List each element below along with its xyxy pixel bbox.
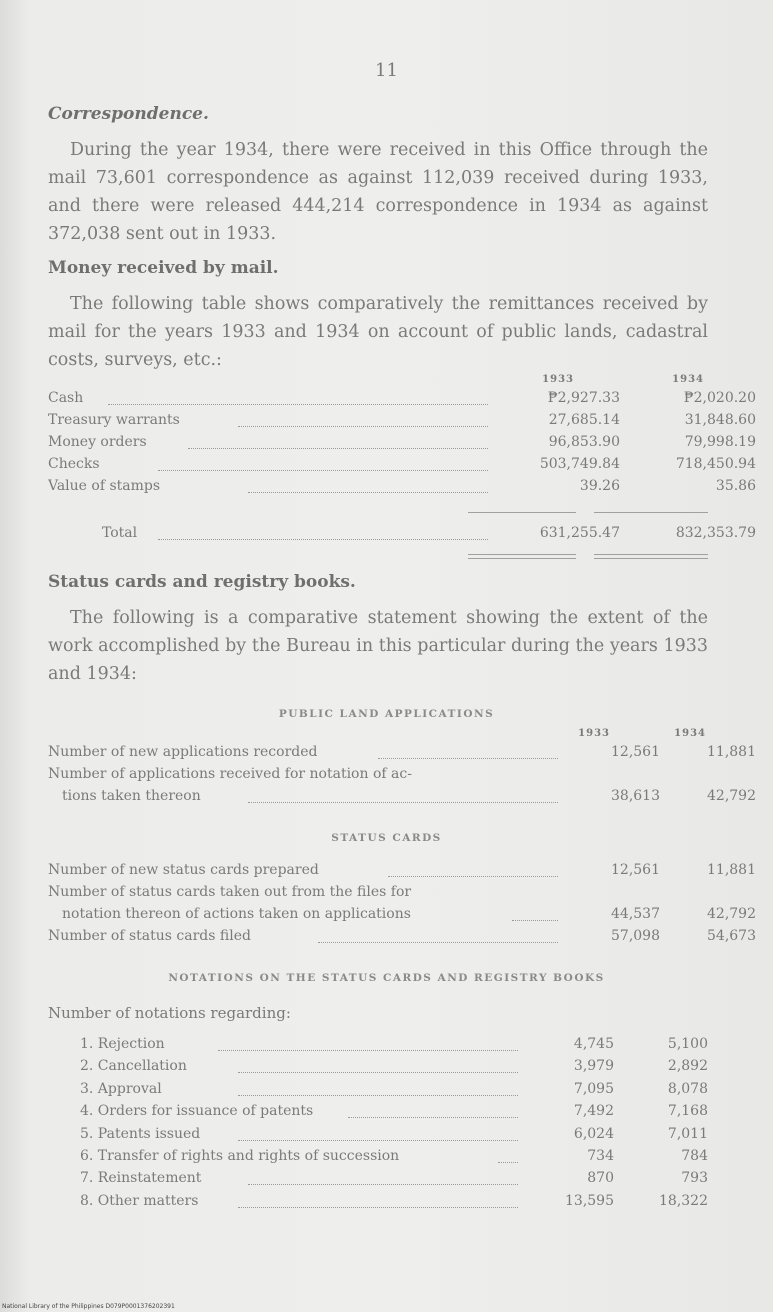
row-1934: 31,848.60 [684,412,756,428]
money-subtotal-rule-1934 [594,512,708,513]
money-row [48,478,756,500]
footer-watermark: National Library of the Philippines D079P0001376202391 [2,1303,175,1310]
notations-title: NOTATIONS ON THE STATUS CARDS AND REGISTRY BOOKS [168,972,605,984]
money-total-label: Total [102,525,138,541]
row-label: Checks [48,456,100,472]
row-label: 4. Orders for issuance of patents [80,1103,314,1120]
leader-dots [238,426,488,427]
status-cards-row-1 [48,862,756,884]
row-1934: 784 [681,1148,708,1164]
row-1934: 42,792 [707,788,756,804]
money-row [48,434,756,456]
leader-dots [158,539,488,540]
leader-dots [158,470,488,471]
row-1934: 7,168 [667,1103,708,1120]
row-1933: 3,979 [573,1058,614,1075]
status-text: The following is a comparative statement showing the extent of the work accomplished by the Bureau in this particular during the years 1933 and 1934: [48,608,708,684]
notation-row [48,1081,708,1103]
leader-dots [248,802,558,803]
money-year-1934: 1934 [672,374,704,385]
leader-dots [388,876,558,877]
notation-row [48,1193,708,1215]
status-cards-title: STATUS CARDS [331,832,442,844]
notations-intro: Number of notations regarding: [48,1004,291,1022]
money-total-double-rule-1934 [594,554,708,559]
row-label-line1: Number of status cards taken out from the files for [48,884,412,900]
money-paragraph [48,290,708,374]
status-paragraph [48,604,708,688]
row-1934: 11,881 [707,744,756,760]
row-1933: 57,098 [611,928,660,944]
row-1933: 870 [587,1170,614,1187]
leader-dots [248,1184,518,1185]
row-1933: 12,561 [611,744,660,760]
leader-dots [318,942,558,943]
money-total-1933: 631,255.47 [539,525,620,541]
row-label: 3. Approval [80,1080,162,1097]
money-row [48,390,756,412]
status-heading: Status cards and registry books. [48,572,356,592]
row-1934: 42,792 [707,906,756,922]
notation-row [48,1036,708,1058]
row-1934: 35.86 [715,478,756,494]
row-label: 7. Reinstatement [80,1170,202,1187]
row-1933: 44,537 [611,906,660,922]
row-label-line1: Number of applications received for notation of ac- [48,766,412,782]
row-label: 1. Rejection [80,1036,165,1052]
leader-dots [218,1050,518,1051]
row-label: Cash [48,390,84,406]
leader-dots [238,1095,518,1096]
notation-row [48,1103,708,1125]
status-cards-row-2 [48,906,756,928]
row-label: Number of new status cards prepared [48,862,319,878]
correspondence-text: During the year 1934, there were received in this Office through the mail 73,601 correspondence as against 112,039 received during 1933, and there were released 444,214 correspondence in 1934 as against 372,038 sent out in 1933. [48,140,708,244]
notation-row [48,1170,708,1192]
status-cards-row-3 [48,928,756,950]
row-1933: 4,745 [573,1036,614,1052]
row-1933: 13,595 [565,1192,614,1209]
notation-row [48,1148,708,1170]
row-label: 8. Other matters [80,1192,199,1209]
money-heading: Money received by mail. [48,258,279,278]
leader-dots [248,492,488,493]
row-1933: 7,492 [573,1103,614,1120]
money-row [48,412,756,434]
public-land-row-1 [48,744,756,766]
row-1934: 5,100 [667,1036,708,1052]
row-1934: 18,322 [659,1192,708,1209]
correspondence-heading: Correspondence. [48,104,209,124]
public-land-title: PUBLIC LAND APPLICATIONS [278,708,495,720]
row-label-line2: tions taken thereon [62,788,201,804]
notation-row [48,1126,708,1148]
row-1933: ₱2,927.33 [547,390,620,406]
row-label: 2. Cancellation [80,1058,187,1075]
leader-dots [238,1072,518,1073]
row-1934: 2,892 [667,1058,708,1075]
row-1933: 12,561 [611,862,660,878]
row-1933: 96,853.90 [548,434,620,450]
money-subtotal-rule-1933 [468,512,576,513]
money-total-row [48,525,756,547]
row-label: Money orders [48,434,147,450]
row-label-line2: notation thereon of actions taken on applications [62,906,411,922]
row-label: 6. Transfer of rights and rights of succession [80,1148,400,1164]
money-year-1933: 1933 [542,374,574,385]
leader-dots [188,448,488,449]
row-1933: 6,024 [573,1125,614,1142]
row-1934: 11,881 [707,862,756,878]
money-total-1934: 832,353.79 [675,525,756,541]
row-1934: 7,011 [667,1125,708,1142]
money-total-double-rule-1933 [468,554,576,559]
leader-dots [238,1207,518,1208]
status-year-1933: 1933 [578,728,610,739]
row-1933: 7,095 [573,1080,614,1097]
row-1933: 734 [587,1148,614,1164]
leader-dots [238,1140,518,1141]
row-1934: 793 [681,1170,708,1187]
status-year-1934: 1934 [674,728,706,739]
row-1933: 27,685.14 [548,412,620,428]
row-1933: 503,749.84 [539,456,620,472]
page-number: 11 [375,60,398,81]
row-1933: 39.26 [579,478,620,494]
notation-row [48,1058,708,1080]
row-label: Number of status cards filed [48,928,251,944]
money-text: The following table shows comparatively the remittances received by mail for the years 1933 and 1934 on account of public lands, cadastral costs, surveys, etc.: [48,294,708,370]
money-row [48,456,756,478]
leader-dots [348,1117,518,1118]
row-1934: 8,078 [667,1080,708,1097]
row-1934: ₱2,020.20 [683,390,756,406]
row-label: Value of stamps [48,478,161,494]
row-label: 5. Patents issued [80,1125,201,1142]
row-1934: 54,673 [707,928,756,944]
leader-dots [108,404,488,405]
row-label: Treasury warrants [48,412,180,428]
row-1934: 79,998.19 [684,434,756,450]
public-land-row-2 [48,788,756,810]
leader-dots [378,758,558,759]
row-label: Number of new applications recorded [48,744,318,760]
row-1933: 38,613 [611,788,660,804]
row-1934: 718,450.94 [675,456,756,472]
correspondence-paragraph [48,136,708,248]
